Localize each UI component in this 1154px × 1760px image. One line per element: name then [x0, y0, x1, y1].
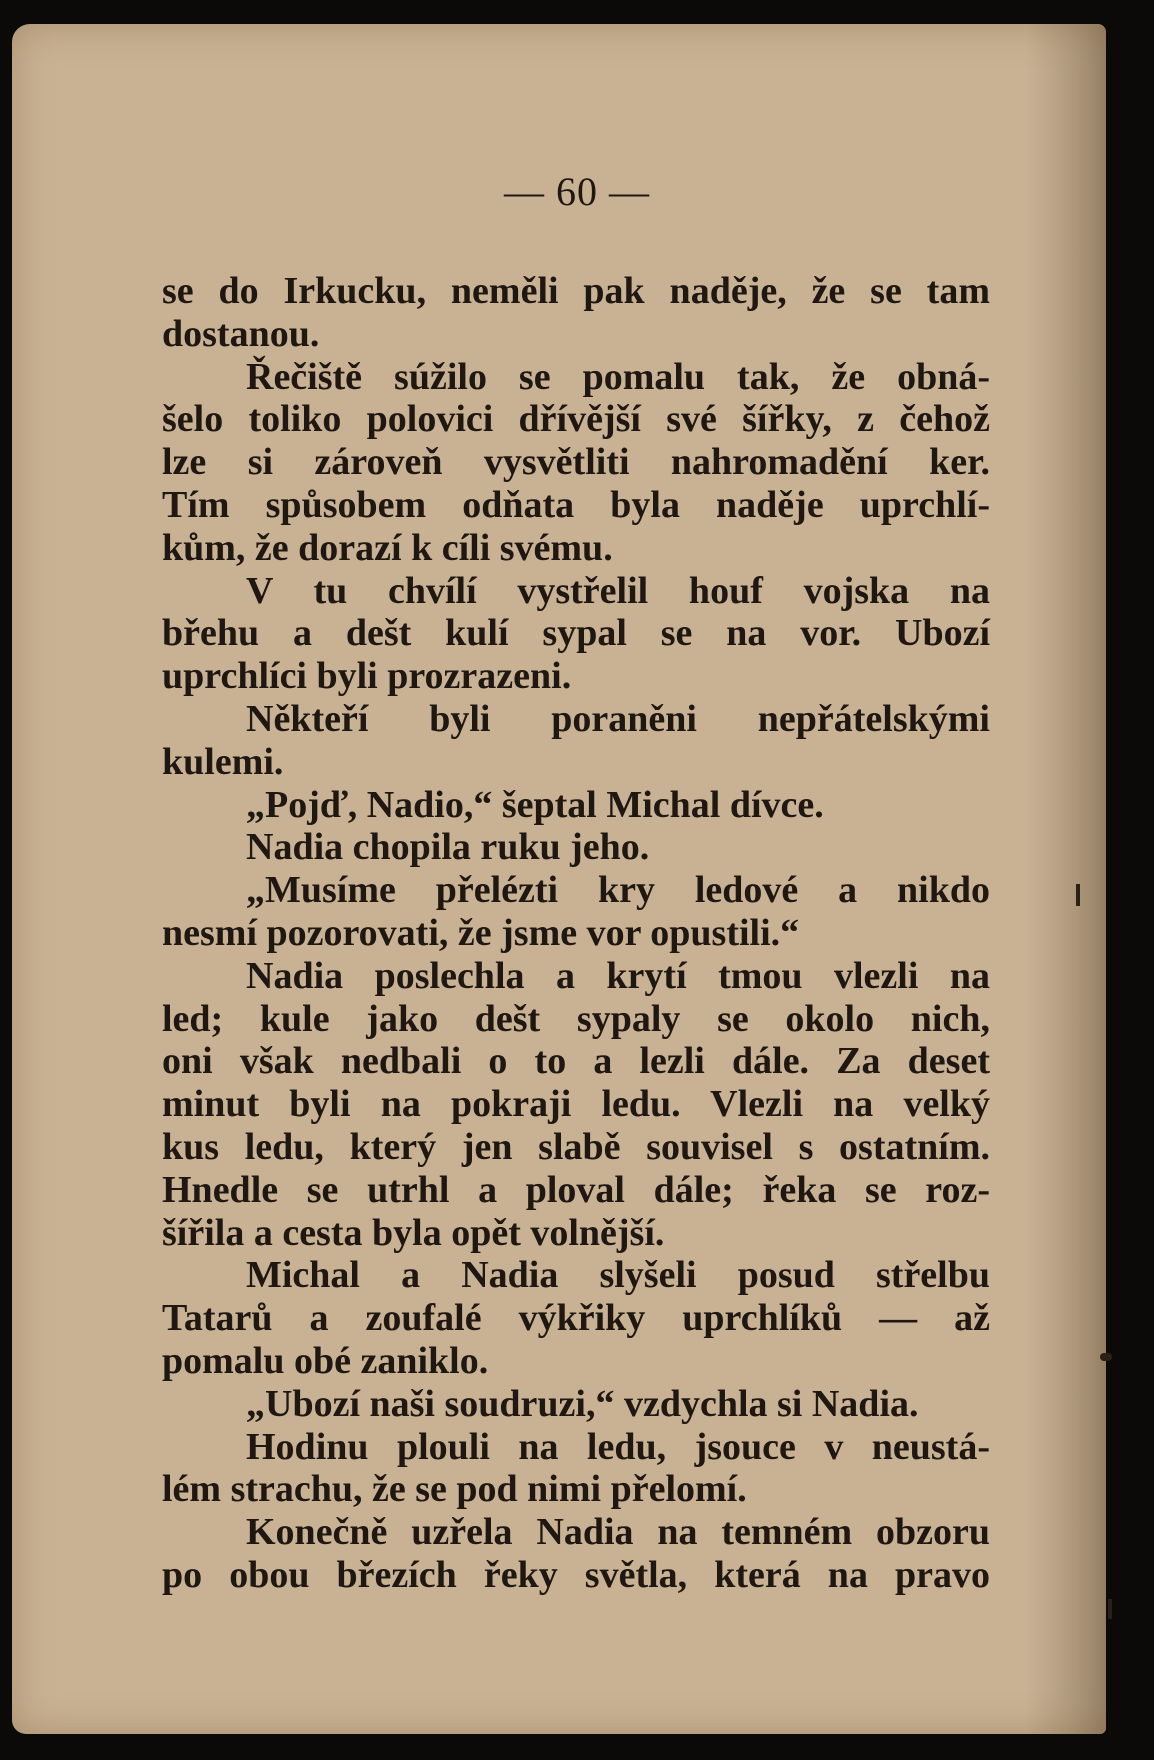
text-line: Michal a Nadia slyšeli posud střelbu — [246, 1254, 990, 1297]
text-line: Tatarů a zoufalé výkřiky uprchlíků — až — [162, 1297, 990, 1340]
text-line: nesmí pozorovati, že jsme vor opustili.“ — [162, 911, 800, 954]
page-body-text — [162, 270, 990, 1597]
text-line: V tu chvílí vystřelil houf vojska na — [246, 569, 990, 612]
scan-top-edge — [0, 0, 1154, 24]
text-line: pomalu obé zaniklo. — [162, 1339, 489, 1382]
text-line: Hnedle se utrhl a ploval dále; řeka se roz- — [162, 1168, 990, 1211]
text-line: oni však nedbali o to a lezli dále. Za deset — [162, 1040, 990, 1083]
edge-speck — [1100, 1353, 1112, 1361]
page-number: — 60 — — [504, 169, 650, 214]
text-line: minut byli na pokraji ledu. Vlezli na velký — [162, 1083, 990, 1126]
text-line: dostanou. — [162, 312, 320, 355]
text-line: Někteří byli poraněni nepřátelskými — [246, 697, 990, 740]
text-line: „Ubozí naši soudruzi,“ vzdychla si Nadia. — [246, 1382, 919, 1425]
text-line: šířila a cesta byla opět volnější. — [162, 1211, 665, 1254]
text-line: lém strachu, že se pod nimi přelomí. — [162, 1468, 747, 1511]
text-line: se do Irkucku, neměli pak naděje, že se tam — [162, 270, 990, 312]
text-line: Hodinu plouli na ledu, jsouce v neustá- — [246, 1425, 990, 1468]
text-line: Tím spůsobem odňata byla naděje uprchlí- — [162, 483, 990, 526]
text-line: kulemi. — [162, 740, 284, 783]
text-line: Konečně uzřela Nadia na temném obzoru — [246, 1511, 990, 1554]
text-line: kům, že dorazí k cíli svému. — [162, 526, 613, 569]
text-line: uprchlíci byli prozrazeni. — [162, 655, 572, 698]
text-line: „Musíme přelézti kry ledové a nikdo — [246, 869, 990, 912]
edge-speck — [1108, 1599, 1112, 1619]
text-line: Nadia poslechla a krytí tmou vlezli na — [246, 954, 990, 997]
text-line: led; kule jako dešt sypaly se okolo nich, — [162, 997, 990, 1040]
text-line: kus ledu, který jen slabě souvisel s ostatním. — [162, 1125, 990, 1168]
edge-speck — [1076, 884, 1080, 906]
text-line: břehu a dešt kulí sypal se na vor. Ubozí — [162, 612, 990, 655]
text-line: lze si zároveň vysvětliti nahromadění ker. — [162, 441, 990, 484]
text-line: po obou březích řeky světla, která na pravo — [162, 1553, 990, 1596]
text-line: „Pojď, Nadio,“ šeptal Michal dívce. — [246, 783, 824, 826]
text-line: šelo toliko polovici dřívější své šířky, z čehož — [162, 398, 990, 441]
text-line: Nadia chopila ruku jeho. — [246, 826, 650, 869]
text-line: Řečiště súžilo se pomalu tak, že obná- — [246, 355, 990, 398]
